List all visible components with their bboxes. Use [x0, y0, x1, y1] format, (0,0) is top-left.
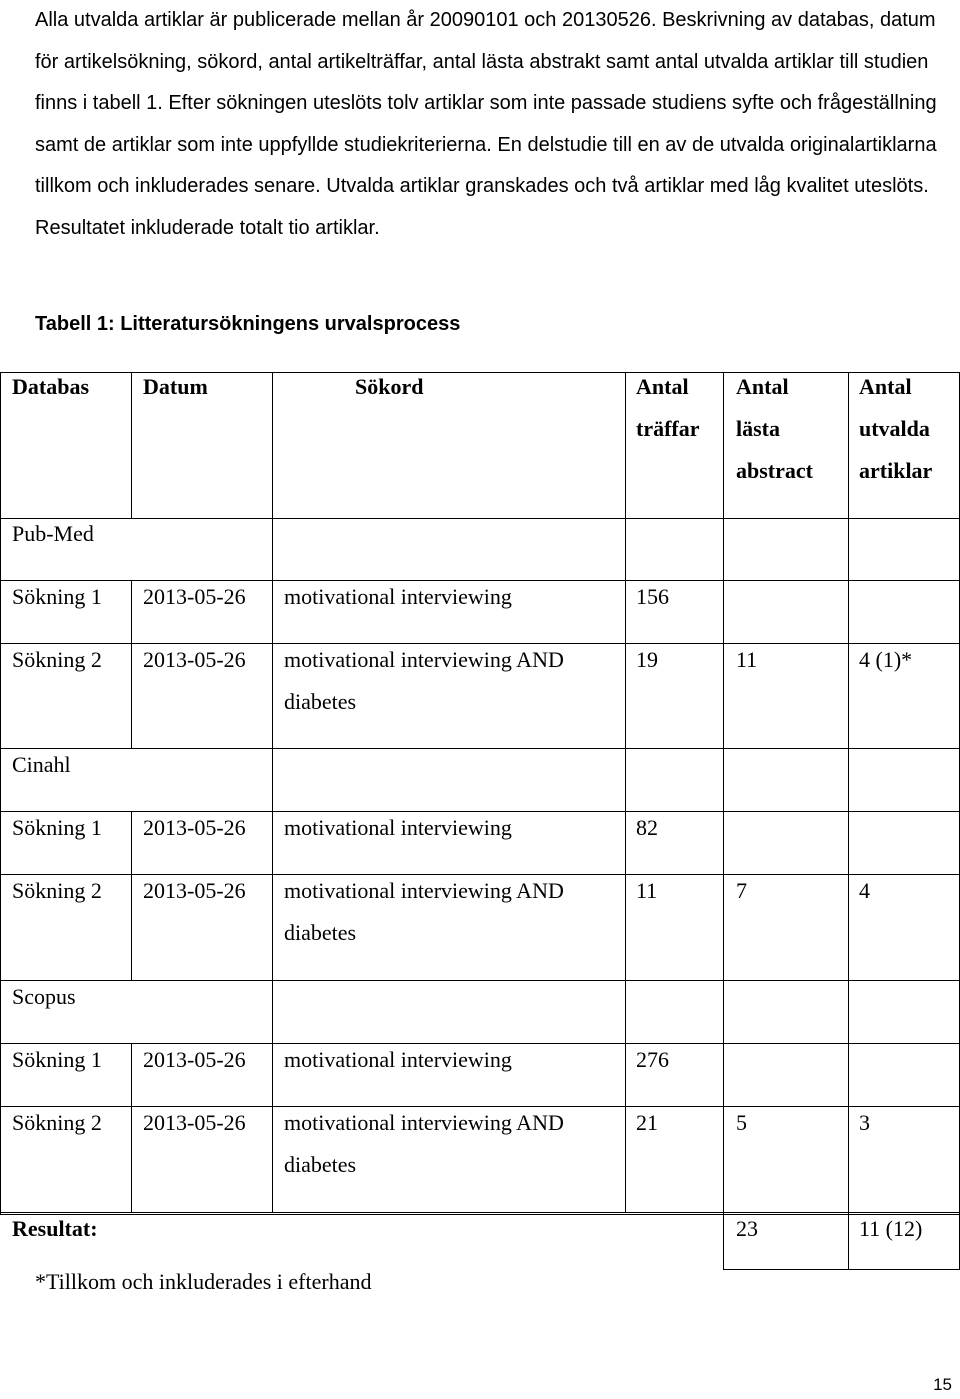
table-cell-databas: Sökning 1 — [12, 584, 102, 609]
header-antal-lasta-abstract: Antal lästa abstract — [736, 374, 813, 483]
header-antal-utvalda-artiklar: Antal utvalda artiklar — [859, 374, 933, 483]
table-cell-lasta: 11 — [736, 647, 758, 672]
table-cell-sokord: motivational interviewing — [284, 815, 512, 840]
result-lasta: 23 — [736, 1216, 758, 1241]
table-row-database-scopus: Scopus — [12, 984, 76, 1009]
result-label: Resultat: — [12, 1216, 98, 1241]
table-cell-datum: 2013-05-26 — [143, 1110, 246, 1135]
table-cell-sokord: motivational interviewing — [284, 1047, 512, 1072]
header-databas: Databas — [12, 374, 90, 399]
table-cell-utvalda: 4 (1)* — [859, 647, 913, 672]
table-cell-datum: 2013-05-26 — [143, 878, 246, 903]
header-datum: Datum — [143, 374, 208, 399]
table-cell-sokord: motivational interviewing AND diabetes — [284, 647, 564, 714]
table-cell-databas: Sökning 2 — [12, 878, 102, 903]
table-cell-lasta: 5 — [736, 1110, 747, 1135]
result-utvalda: 11 (12) — [859, 1216, 923, 1241]
table-cell-utvalda: 4 — [859, 878, 870, 903]
table-cell-datum: 2013-05-26 — [143, 647, 246, 672]
table-cell-databas: Sökning 1 — [12, 1047, 102, 1072]
table-cell-traffar: 276 — [636, 1047, 669, 1072]
table-cell-utvalda: 3 — [859, 1110, 870, 1135]
table-cell-datum: 2013-05-26 — [143, 815, 246, 840]
table-cell-traffar: 11 — [636, 878, 658, 903]
header-antal-traffar: Antal träffar — [636, 374, 700, 441]
table-cell-traffar: 156 — [636, 584, 669, 609]
intro-paragraph: Alla utvalda artiklar är publicerade mellan år 20090101 och 20130526. Beskrivning av databas, datum för artikelsökning, sökord, antal artikelträffar, antal lästa abstrakt samt antal utvalda artiklar till studien finns i tabell 1. Efter sökningen uteslöts tolv artiklar som inte passade studiens syfte och frågeställning samt de artiklar som inte uppfyllde studiekriterierna. En delstudie till en av de utvalda originalartiklarna tillkom och inkluderades senare. Utvalda artiklar granskades och två artiklar med låg kvalitet uteslöts. Resultatet inkluderade totalt tio artiklar. — [35, 9, 937, 239]
table-cell-traffar: 19 — [636, 647, 658, 672]
table-title: Tabell 1: Litteratursökningens urvalsprocess — [35, 313, 461, 335]
table-cell-databas: Sökning 2 — [12, 1110, 102, 1135]
table-cell-sokord: motivational interviewing AND diabetes — [284, 1110, 564, 1177]
table-cell-traffar: 21 — [636, 1110, 658, 1135]
table-cell-datum: 2013-05-26 — [143, 1047, 246, 1072]
table-cell-databas: Sökning 2 — [12, 647, 102, 672]
table-row-database-cinahl: Cinahl — [12, 752, 71, 777]
table-row-database-pubmed: Pub-Med — [12, 521, 94, 546]
table-cell-datum: 2013-05-26 — [143, 584, 246, 609]
page-number: 15 — [933, 1375, 952, 1394]
footnote: *Tillkom och inkluderades i efterhand — [35, 1269, 372, 1294]
table-cell-sokord: motivational interviewing AND diabetes — [284, 878, 564, 945]
header-sokord: Sökord — [355, 374, 424, 399]
table-cell-traffar: 82 — [636, 815, 658, 840]
table-cell-lasta: 7 — [736, 878, 747, 903]
table-cell-databas: Sökning 1 — [12, 815, 102, 840]
table-cell-sokord: motivational interviewing — [284, 584, 512, 609]
